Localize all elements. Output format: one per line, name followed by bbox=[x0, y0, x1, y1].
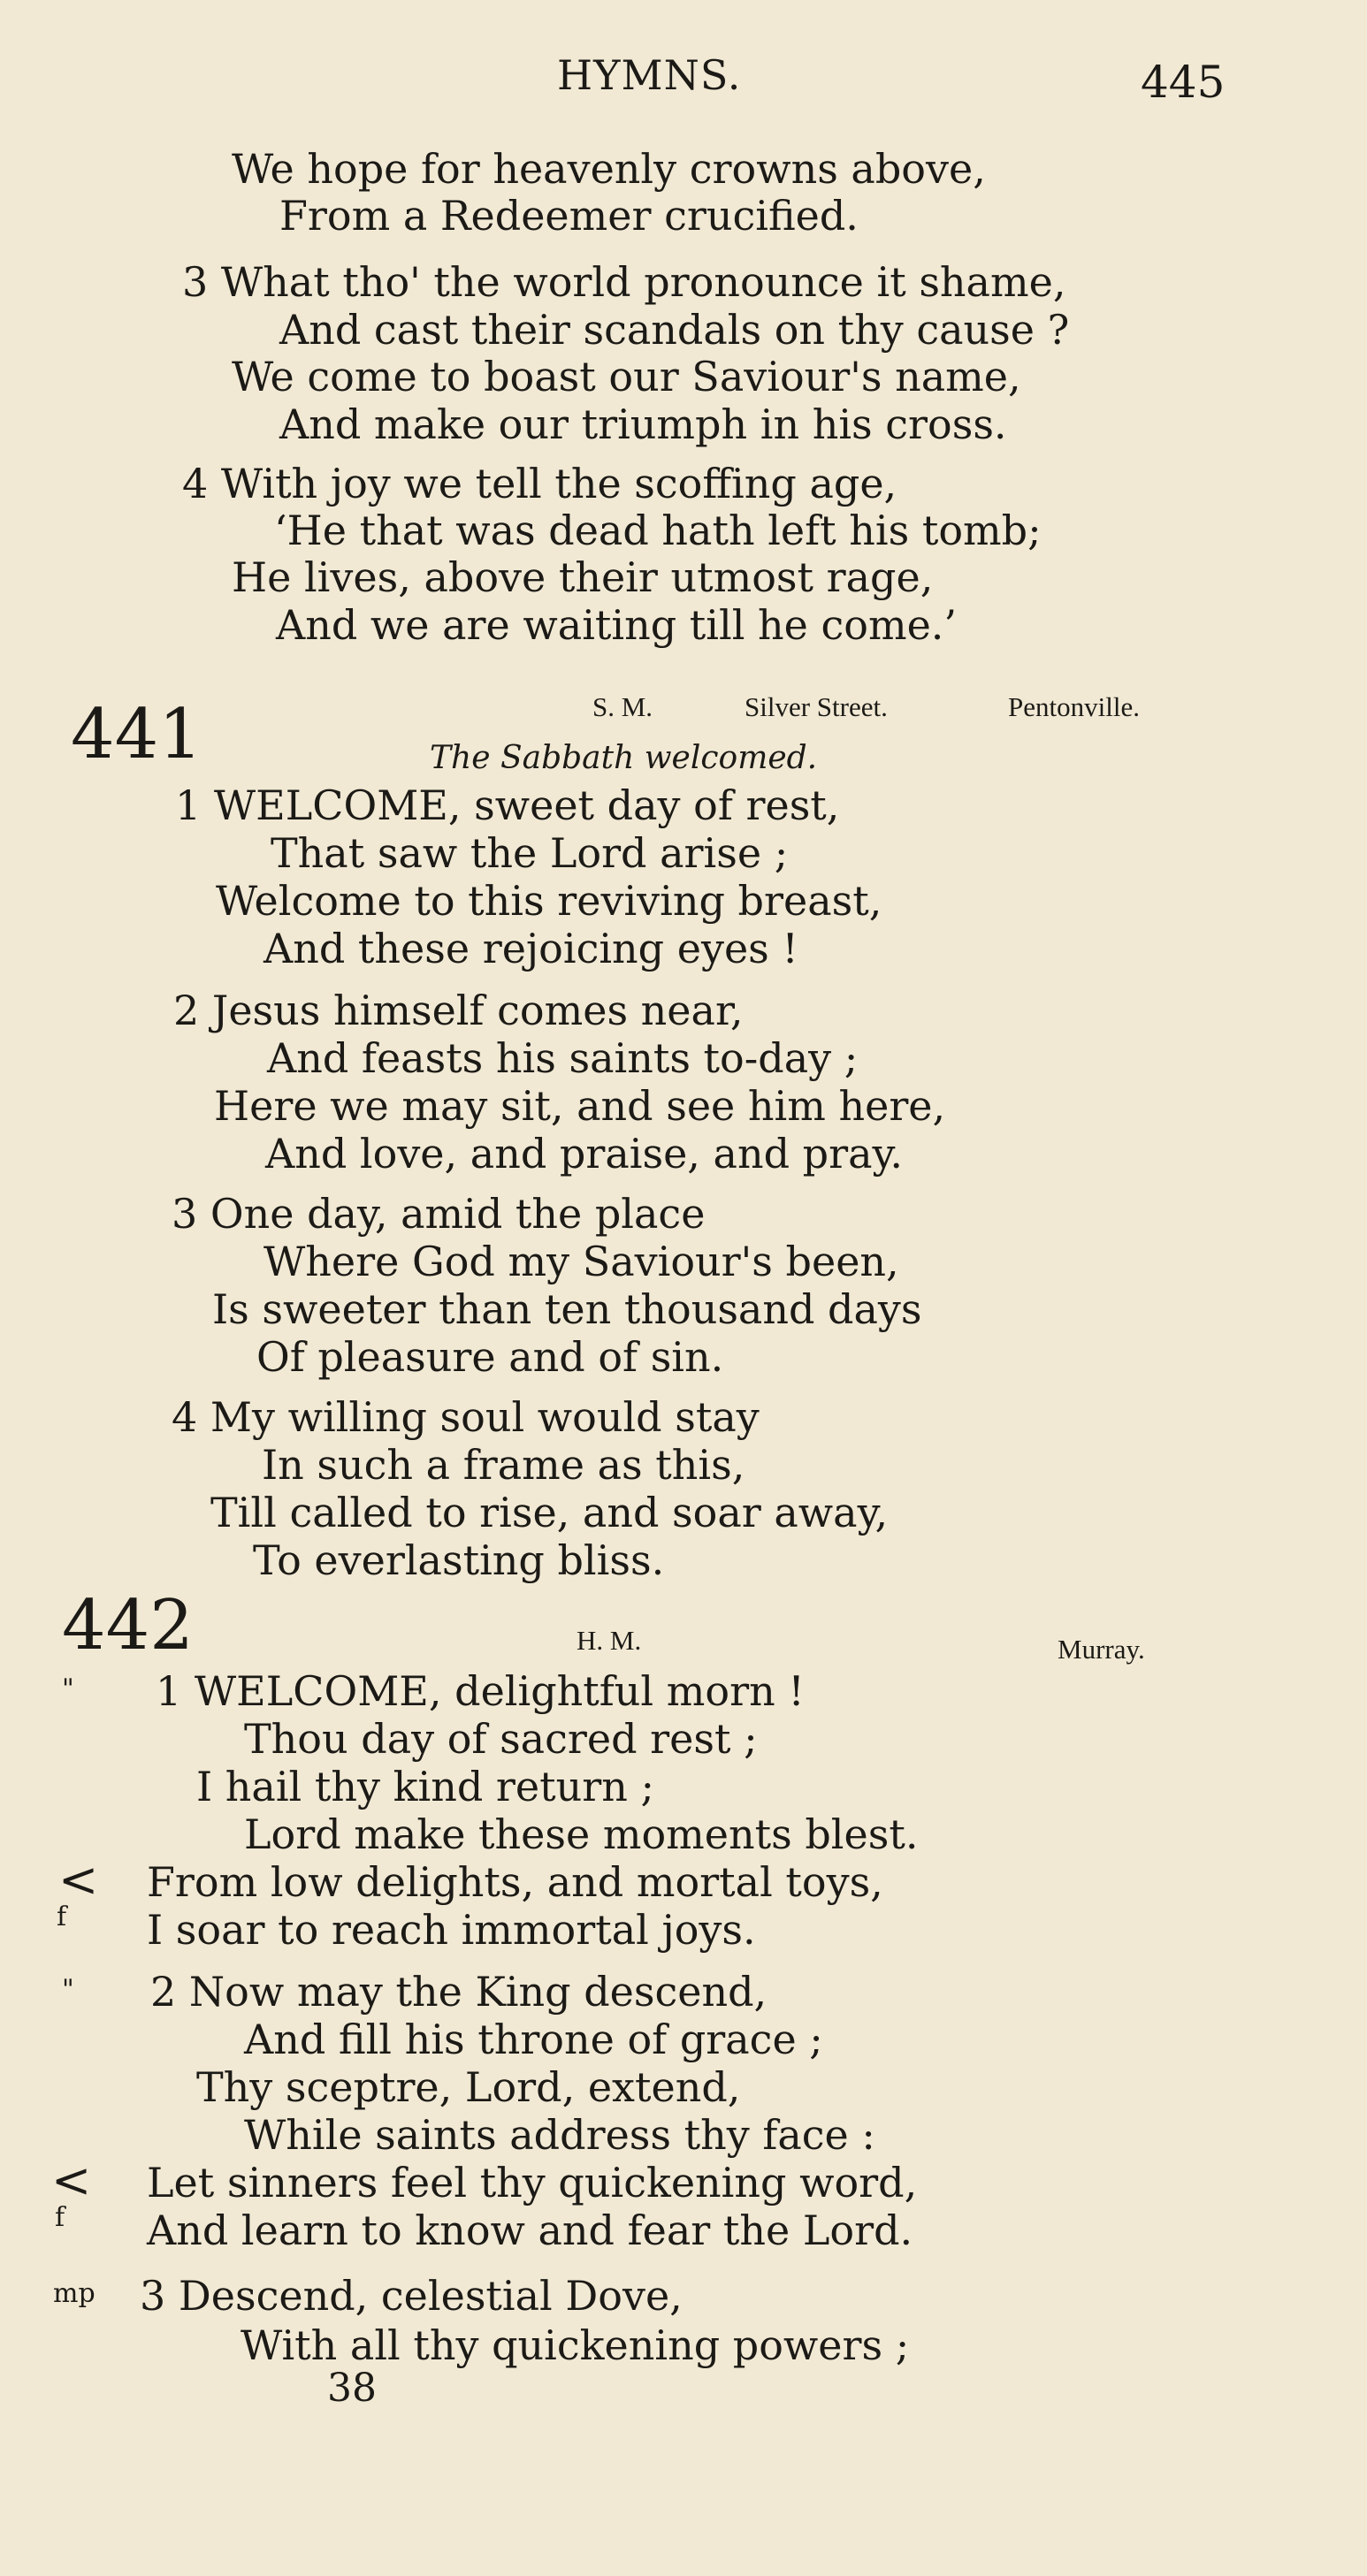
verse-line: In such a frame as this, bbox=[262, 1441, 745, 1489]
dynamics-mark: f bbox=[57, 1902, 67, 1932]
dynamics-mark: < bbox=[58, 1852, 99, 1908]
verse-line: 2 Jesus himself comes near, bbox=[173, 987, 744, 1034]
page-number: 445 bbox=[1141, 57, 1226, 108]
verse-line: We hope for heavenly crowns above, bbox=[232, 145, 986, 193]
verse-line: And cast their scandals on thy cause ? bbox=[279, 306, 1070, 354]
verse-line: To everlasting bliss. bbox=[253, 1536, 665, 1584]
verse-line: While saints address thy face : bbox=[244, 2111, 875, 2159]
verse-line: And make our triumph in his cross. bbox=[279, 400, 1007, 448]
verse-line: Of pleasure and of sin. bbox=[256, 1333, 724, 1381]
verse-line: Where God my Saviour's been, bbox=[263, 1238, 899, 1285]
verse-line: And fill his throne of grace ; bbox=[244, 2016, 823, 2063]
verse-line: I soar to reach immortal joys. bbox=[147, 1906, 756, 1954]
verse-line: From a Redeemer crucified. bbox=[279, 192, 859, 240]
verse-line: 4 My willing soul would stay bbox=[172, 1393, 760, 1441]
verse-line: With all thy quickening powers ; bbox=[241, 2321, 910, 2369]
verse-line: And we are waiting till he come.’ bbox=[276, 601, 958, 649]
verse-line: Lord make these moments blest. bbox=[244, 1810, 919, 1858]
verse-line: And feasts his saints to-day ; bbox=[267, 1034, 859, 1082]
verse-line: 3 Descend, celestial Dove, bbox=[140, 2272, 683, 2320]
verse-line: 3 One day, amid the place bbox=[172, 1190, 706, 1238]
verse-line: ‘He that was dead hath left his tomb; bbox=[274, 507, 1042, 554]
verse-line: And love, and praise, and pray. bbox=[265, 1130, 904, 1177]
verse-line: Thou day of sacred rest ; bbox=[244, 1715, 758, 1763]
dynamics-mark: mp bbox=[53, 2278, 95, 2309]
dynamics-mark: " bbox=[62, 1974, 74, 2005]
tune-name: Murray. bbox=[1058, 1634, 1145, 1665]
running-title: HYMNS. bbox=[557, 51, 742, 99]
verse-line: From low delights, and mortal toys, bbox=[147, 1858, 883, 1906]
verse-line: I hail thy kind return ; bbox=[196, 1763, 654, 1810]
verse-line: Is sweeter than ten thousand days bbox=[212, 1285, 922, 1333]
verse-line: He lives, above their utmost rage, bbox=[232, 553, 934, 601]
dynamics-mark: < bbox=[51, 2153, 92, 2208]
verse-line: And these rejoicing eyes ! bbox=[263, 925, 798, 972]
verse-line: 3 What tho' the world pronounce it shame, bbox=[182, 258, 1066, 306]
meter: S. M. bbox=[592, 691, 653, 722]
dynamics-mark: f bbox=[55, 2202, 65, 2233]
verse-line: Here we may sit, and see him here, bbox=[214, 1082, 946, 1130]
hymn-number: 442 bbox=[62, 1586, 194, 1665]
tune-name: Silver Street. bbox=[745, 691, 888, 722]
verse-line: We come to boast our Saviour's name, bbox=[232, 353, 1021, 400]
tune-name: Pentonville. bbox=[1008, 691, 1140, 722]
verse-line: That saw the Lord arise ; bbox=[271, 829, 789, 877]
verse-line: Let sinners feel thy quickening word, bbox=[147, 2159, 918, 2206]
verse-line: 2 Now may the King descend, bbox=[150, 1968, 768, 2016]
verse-line: Welcome to this reviving breast, bbox=[216, 877, 882, 925]
verse-line: 4 With joy we tell the scoffing age, bbox=[182, 460, 897, 507]
dynamics-mark: " bbox=[62, 1673, 74, 1704]
signature-mark: 38 bbox=[327, 2366, 377, 2411]
hymn-subtitle: The Sabbath welcomed. bbox=[430, 740, 818, 776]
meter: H. M. bbox=[577, 1625, 642, 1656]
hymn-number: 441 bbox=[71, 695, 202, 774]
verse-line: 1 WELCOME, sweet day of rest, bbox=[175, 781, 840, 829]
verse-line: And learn to know and fear the Lord. bbox=[147, 2206, 913, 2254]
verse-line: Thy sceptre, Lord, extend, bbox=[196, 2063, 741, 2111]
verse-line: Till called to rise, and soar away, bbox=[210, 1489, 889, 1536]
verse-line: 1 WELCOME, delightful morn ! bbox=[156, 1667, 805, 1715]
